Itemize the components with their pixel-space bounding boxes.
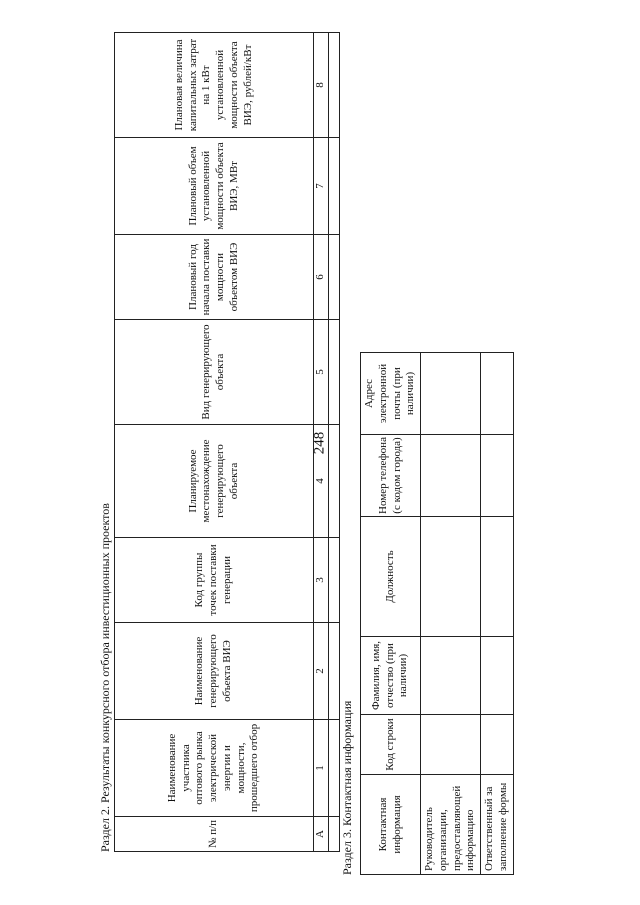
section3-header-row xyxy=(361,353,421,875)
numbering-cell: 2 xyxy=(314,623,329,720)
section3-row-head xyxy=(421,353,481,875)
col-header-full-name: Фамилия, имя, отчество (при наличии) xyxy=(361,637,421,715)
table-cell xyxy=(421,715,481,775)
col-header-number: № п/п xyxy=(115,817,314,852)
table-cell xyxy=(481,517,514,637)
col-header-object-type: Вид генерирующего объекта xyxy=(115,320,314,425)
numbering-cell: 3 xyxy=(314,538,329,623)
page-number: 248 xyxy=(311,431,328,455)
col-header-object-name: Наименование генерирующего объекта ВИЭ xyxy=(115,623,314,720)
numbering-cell: 4 xyxy=(314,425,329,538)
section2-header-row xyxy=(115,33,314,852)
numbering-cell: 1 xyxy=(314,720,329,817)
table-cell xyxy=(421,637,481,715)
col-header-start-year: Плановый год начала поставки мощности объектом ВИЭ xyxy=(115,235,314,320)
table-cell xyxy=(421,435,481,517)
col-header-participant: Наименование участника оптового рынка электрической энергии и мощности, прошедшего отбор xyxy=(115,720,314,817)
col-header-contact-info: Контактная информация xyxy=(361,775,421,875)
numbering-cell: 7 xyxy=(314,138,329,235)
col-header-phone: Номер телефона (с кодом города) xyxy=(361,435,421,517)
section2-table xyxy=(114,32,340,852)
col-header-email: Адрес электронной почты (при наличии) xyxy=(361,353,421,435)
table-cell xyxy=(481,353,514,435)
table-cell xyxy=(481,637,514,715)
section3-table xyxy=(360,352,514,875)
table-cell xyxy=(328,235,339,320)
numbering-cell: 5 xyxy=(314,320,329,425)
table-cell xyxy=(481,715,514,775)
table-cell xyxy=(481,435,514,517)
table-cell xyxy=(421,353,481,435)
row-label-responsible: Ответственный за заполнение формы xyxy=(481,775,514,875)
col-header-location: Планируемое местонахождение генерирующего объекта xyxy=(115,425,314,538)
section3-block xyxy=(338,345,509,875)
numbering-cell: 8 xyxy=(314,33,329,138)
numbering-cell: А xyxy=(314,817,329,852)
col-header-capacity: Плановый объем установленной мощности объекта ВИЭ, МВт xyxy=(115,138,314,235)
col-header-capex: Плановая величина капитальных затрат на 1 кВт установленной мощности объекта ВИЭ, рублей/кВт xyxy=(115,33,314,138)
table-cell xyxy=(421,517,481,637)
row-label-head: Руководитель организации, предоставляющей информацию xyxy=(421,775,481,875)
table-cell xyxy=(328,33,339,138)
col-header-gtp-code: Код группы точек поставки генерации xyxy=(115,538,314,623)
section2-title: Раздел 2. Результаты конкурсного отбора инвестиционных проектов xyxy=(98,503,112,852)
col-header-position: Должность xyxy=(361,517,421,637)
section3-row-responsible xyxy=(481,353,514,875)
col-header-row-code: Код строки xyxy=(361,715,421,775)
table-cell xyxy=(328,138,339,235)
section3-title: Раздел 3. Контактная информация xyxy=(340,700,354,875)
section2-numbering-row xyxy=(314,33,329,852)
numbering-cell: 6 xyxy=(314,235,329,320)
